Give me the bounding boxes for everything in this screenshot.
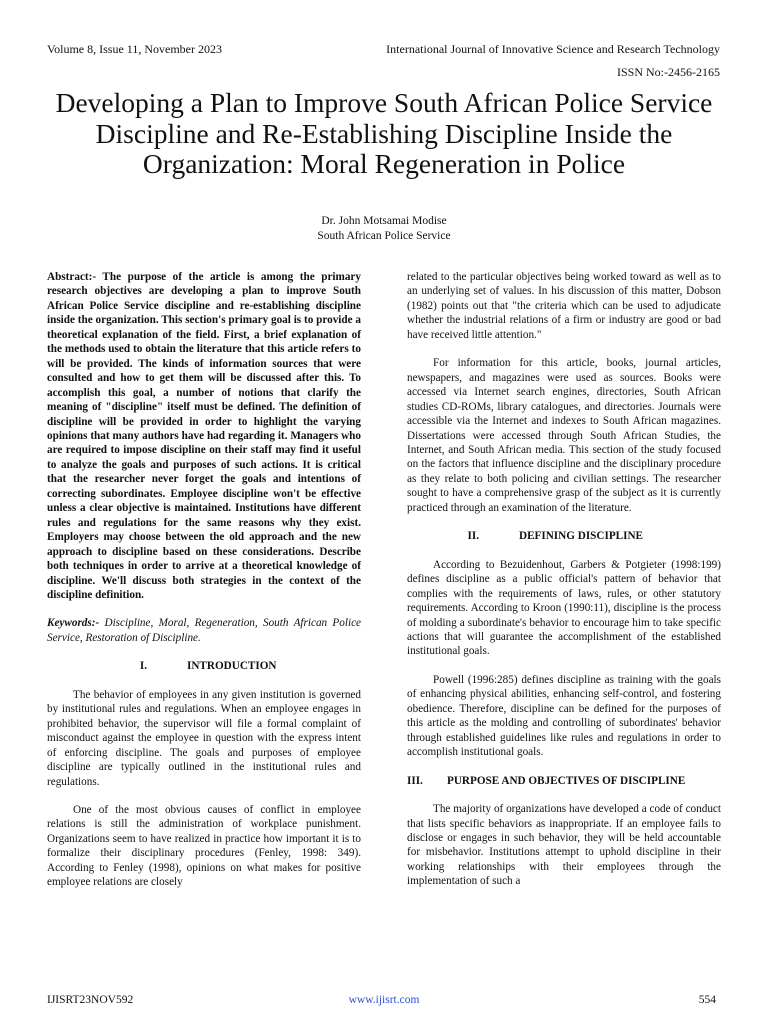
author-block xyxy=(0,214,768,244)
section-number: I. xyxy=(139,660,147,673)
paragraph: For information for this article, books, journal articles, newspapers, and magazines were used as sources. Books were accessed via Internet search engines, directories, South African studies CD-ROMs, library catalogues, and directories. Journals were accessible via the Internet and indexes to South African magazines. Dissertations were accessed through South African Studies, the Internet, and South African media. This section of the study focused on the factors that influence discipline and the disciplinary procedure as they relate to both policing and civilian settings. The researcher sought to have a comprehensive grasp of the subject as it is currently practiced through an examination of the literature. xyxy=(407,357,721,514)
paragraph: The behavior of employees in any given institution is governed by institutional rules and regulations. When an employee engages in prohibited behavior, the supervisor will file a formal complaint of misconduct against the employee in question with the express intent of enforcing discipline. The goals and purposes of employee discipline are typically outlined in the institutional rules and regulations. xyxy=(47,688,361,788)
keywords-text: Discipline, Moral, Regeneration, South African Police Service, Restoration of Discipline. xyxy=(47,617,361,644)
keywords-label: Keywords:- xyxy=(47,617,100,630)
paragraph: One of the most obvious causes of conflict in employee relations is still the administration of workplace punishment. Organizations seem to have realized in practice how important it is to formalize their disciplinary procedures (Fenley, 1998: 349). According to Fenley (1998), opinions on what makes for positive employee relations are closely xyxy=(47,803,361,889)
paragraph: related to the particular objectives being worked toward as well as to an underlying set of values. In his discussion of this matter, Dobson (1982) points out that "the criteria which can be used to adjudicate whether the industrial relations of a firm or industry are good or bad have received little attention." xyxy=(407,271,721,341)
journal-volume: Volume 8, Issue 11, November 2023 xyxy=(47,42,222,56)
section-heading-introduction xyxy=(47,659,361,673)
right-column xyxy=(407,270,721,889)
section-number: II. xyxy=(467,530,479,543)
author-name: Dr. John Motsamai Modise xyxy=(321,215,447,227)
section-heading-purpose: III. PURPOSE AND OBJECTIVES OF DISCIPLINE xyxy=(407,774,686,787)
footer-page-number: 554 xyxy=(698,994,716,1006)
section-title: INTRODUCTION xyxy=(187,660,277,673)
footer-url-link[interactable]: www.ijisrt.com xyxy=(348,994,420,1006)
section-title: PURPOSE AND OBJECTIVES OF DISCIPLINE xyxy=(447,774,686,787)
section-heading-defining-discipline xyxy=(407,529,721,543)
paragraph: The majority of organizations have developed a code of conduct that lists specific behaviors as inappropriate. If an employee fails to disclose or engages in such behavior, they will be held accountable for misbehavior. Institutions attempt to uphold discipline in their working relationships with their employees through the implementation of such a xyxy=(407,803,721,888)
journal-issn: ISSN No:-2456-2165 xyxy=(616,65,720,79)
abstract: Abstract:- The purpose of the article is among the primary research objectives are developing a plan to improve South African Police Service discipline and re-establishing discipline inside the organization. This section's primary goal is to provide a theoretical explanation of the field. First, a brief explanation of the methods used to obtain the literature that this article refers to will be provided. The kinds of information sources that were consulted and how to get them will be discussed after this. To accomplish this goal, a number of notions that clarify the meaning of "discipline" itself must be defined. The definition of discipline will be provided in order to highlight the varying opinions that many authors have had regarding it. Managers who are required to impose discipline on their staff may find it useful to analyze the goals and purposes of such actions. It is critical that the researcher never forget the goals and intentions of correcting subordinates. Employee discipline won't be effective unless a clear objective is maintained. Institutions have different rules and regulations for the same reasons why they exist. Employers may choose between the old approach and the new approach to discipline based on these considerations. Describe both techniques in order to arrive at a theoretical knowledge of discipline. We'll discuss both strategies in the context of the discipline definition. xyxy=(47,271,361,601)
left-column xyxy=(47,270,361,890)
author-affiliation: South African Police Service xyxy=(317,230,451,242)
paragraph: According to Bezuidenhout, Garbers & Potgieter (1998:199) defines discipline as a public official's pattern of behavior that complies with the requirements of laws, rules, or other statutory requirements. According to Kroon (1990:11), discipline is the process of molding a subordinate's behavior to encourage him to take specific actions that will guarantee the accomplishment of the established institutional goals. xyxy=(407,558,721,658)
section-title: DEFINING DISCIPLINE xyxy=(519,530,644,543)
paragraph: Powell (1996:285) defines discipline as training with the goals of enhancing physical abilities, enhancing self-control, and fostering obedience. Therefore, discipline can be defined for the purposes of this article as the molding and controlling of subordinates' behavior through established guidelines like rules and regulations in order to accomplish institutional goals. xyxy=(407,673,721,759)
keywords xyxy=(47,616,361,645)
paper-title: Developing a Plan to Improve South African Police Service Discipline and Re-Establishing Discipline Inside the Organization: Moral Regeneration in Police xyxy=(55,87,713,179)
journal-name: International Journal of Innovative Science and Research Technology xyxy=(386,42,720,56)
footer-paper-id: IJISRT23NOV592 xyxy=(47,994,134,1006)
